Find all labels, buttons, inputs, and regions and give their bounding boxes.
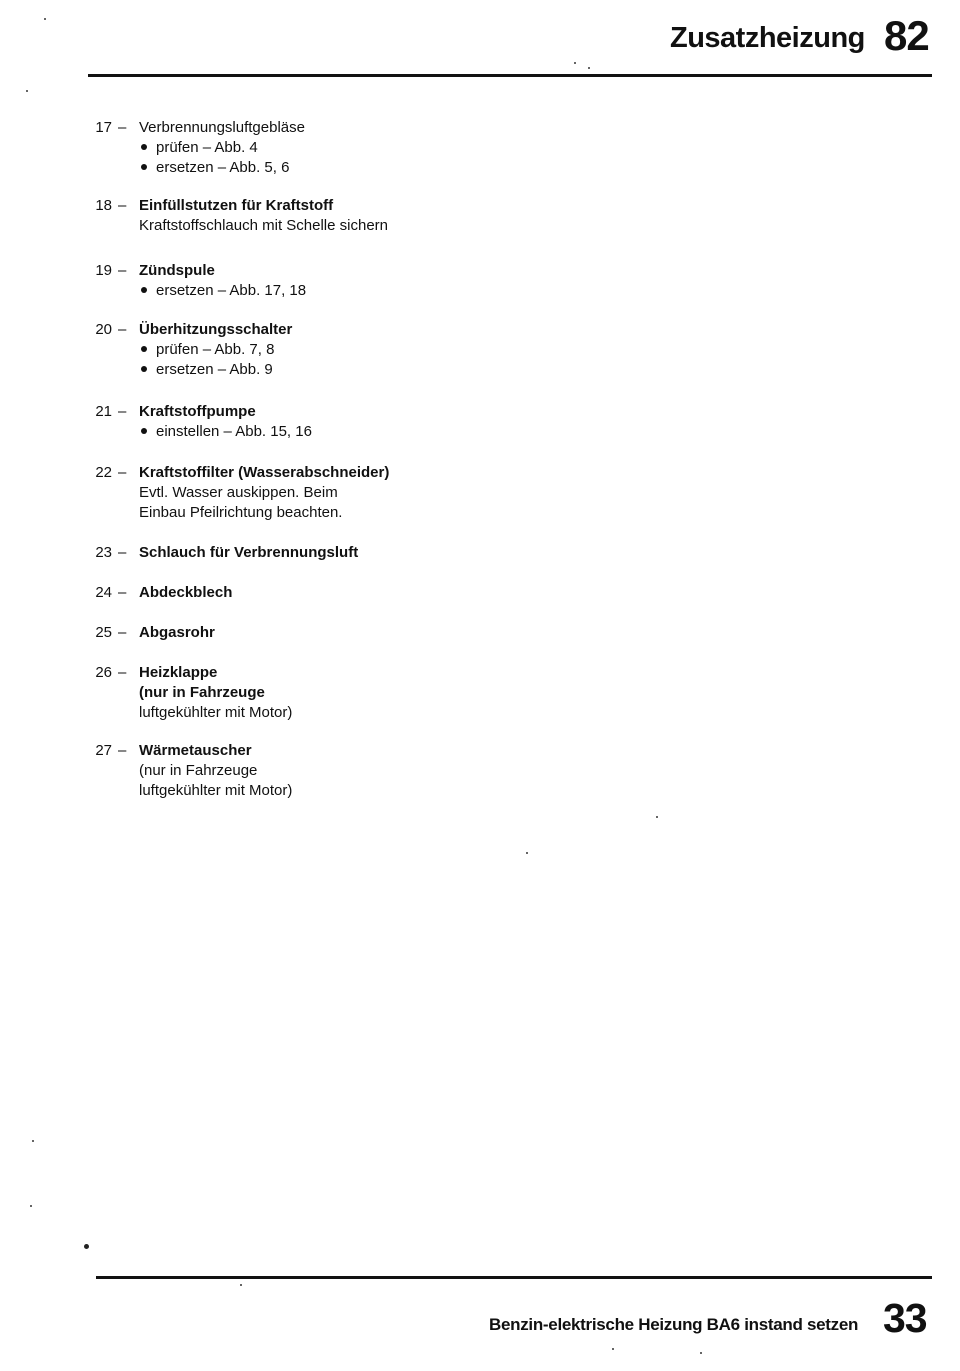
item-bullet-text: ersetzen – Abb. 9 bbox=[156, 361, 273, 378]
item-title: Schlauch für Verbrennungsluft bbox=[139, 544, 359, 561]
bottom-rule bbox=[96, 1276, 932, 1279]
item-bullet-line bbox=[139, 138, 305, 158]
item-dash: – bbox=[118, 624, 127, 641]
item-number: 20 bbox=[95, 321, 112, 338]
item-dash: – bbox=[118, 464, 127, 481]
item-note: (nur in Fahrzeuge bbox=[139, 684, 265, 701]
item-number: 17 bbox=[95, 119, 112, 136]
bullet-icon bbox=[141, 164, 147, 170]
item-note: Evtl. Wasser auskippen. Beim bbox=[139, 484, 338, 501]
item-title: Wärmetauscher bbox=[139, 742, 252, 759]
item-bullet-text: prüfen – Abb. 7, 8 bbox=[156, 341, 275, 358]
bullet-icon bbox=[141, 366, 147, 372]
item-bullet-text: ersetzen – Abb. 5, 6 bbox=[156, 159, 290, 176]
item-bullet-line bbox=[139, 281, 306, 301]
bullet-icon bbox=[141, 346, 147, 352]
bullet-icon bbox=[141, 287, 147, 293]
item-dash: – bbox=[118, 262, 127, 279]
item-number: 26 bbox=[95, 664, 112, 681]
item-note: luftgekühlter mit Motor) bbox=[139, 704, 293, 721]
item-title: Überhitzungsschalter bbox=[139, 321, 293, 338]
item-bullet-text: einstellen – Abb. 15, 16 bbox=[156, 423, 312, 440]
item-body bbox=[139, 623, 215, 643]
item-title: Kraftstoffpumpe bbox=[139, 403, 256, 420]
item-note: Kraftstoffschlauch mit Schelle sichern bbox=[139, 217, 389, 234]
scan-dot bbox=[84, 1244, 89, 1249]
item-number: 21 bbox=[95, 403, 112, 420]
item-number: 18 bbox=[95, 197, 112, 214]
item-body bbox=[139, 741, 292, 801]
item-body bbox=[139, 196, 388, 236]
page-header-title: Zusatzheizung bbox=[670, 22, 865, 54]
item-dash: – bbox=[118, 664, 127, 681]
item-title: Zündspule bbox=[139, 262, 215, 279]
scan-speck bbox=[30, 1205, 32, 1207]
item-body bbox=[139, 118, 305, 178]
item-body bbox=[139, 663, 292, 723]
item-dash: – bbox=[118, 544, 127, 561]
item-title: Kraftstoffilter (Wasserabschneider) bbox=[139, 464, 390, 481]
scan-speck bbox=[32, 1140, 34, 1142]
page-number: 33 bbox=[883, 1295, 927, 1341]
item-number: 22 bbox=[95, 464, 112, 481]
item-dash: – bbox=[118, 403, 127, 420]
item-note: Einbau Pfeilrichtung beachten. bbox=[139, 504, 343, 521]
item-body bbox=[139, 320, 292, 380]
item-dash: – bbox=[118, 584, 127, 601]
item-dash: – bbox=[118, 321, 127, 338]
item-bullet-text: ersetzen – Abb. 17, 18 bbox=[156, 282, 307, 299]
item-note: (nur in Fahrzeuge bbox=[139, 762, 258, 779]
bullet-icon bbox=[141, 144, 147, 150]
scan-speck bbox=[526, 852, 528, 854]
scan-speck bbox=[26, 90, 28, 92]
item-body bbox=[139, 583, 232, 603]
scan-speck bbox=[588, 67, 590, 69]
footer-title: Benzin-elektrische Heizung BA6 instand setzen bbox=[489, 1315, 859, 1334]
item-bullet-line bbox=[139, 340, 292, 360]
item-body bbox=[139, 543, 358, 563]
item-dash: – bbox=[118, 742, 127, 759]
scan-speck bbox=[700, 1352, 702, 1354]
item-number: 25 bbox=[95, 624, 112, 641]
item-dash: – bbox=[118, 119, 127, 136]
item-title: Verbrennungsluftgebläse bbox=[139, 119, 305, 136]
chapter-number: 82 bbox=[884, 12, 929, 59]
bullet-icon bbox=[141, 428, 147, 434]
top-rule bbox=[88, 74, 932, 77]
item-bullet-line bbox=[139, 360, 292, 380]
item-title: Abdeckblech bbox=[139, 584, 233, 601]
item-title: Abgasrohr bbox=[139, 624, 215, 641]
scan-speck bbox=[612, 1348, 614, 1350]
item-number: 19 bbox=[95, 262, 112, 279]
item-bullet-text: prüfen – Abb. 4 bbox=[156, 139, 258, 156]
scan-speck bbox=[44, 18, 46, 20]
item-bullet-line bbox=[139, 158, 305, 178]
item-body bbox=[139, 261, 306, 301]
scan-speck bbox=[656, 816, 658, 818]
item-bullet-line bbox=[139, 422, 312, 442]
item-note: luftgekühlter mit Motor) bbox=[139, 782, 293, 799]
item-number: 23 bbox=[95, 544, 112, 561]
item-body bbox=[139, 463, 389, 523]
item-title: Heizklappe bbox=[139, 664, 218, 681]
item-number: 27 bbox=[95, 742, 112, 759]
item-title: Einfüllstutzen für Kraftstoff bbox=[139, 197, 334, 214]
scan-speck bbox=[240, 1284, 242, 1286]
scan-speck bbox=[574, 62, 576, 64]
item-dash: – bbox=[118, 197, 127, 214]
item-body bbox=[139, 402, 312, 442]
item-number: 24 bbox=[95, 584, 112, 601]
